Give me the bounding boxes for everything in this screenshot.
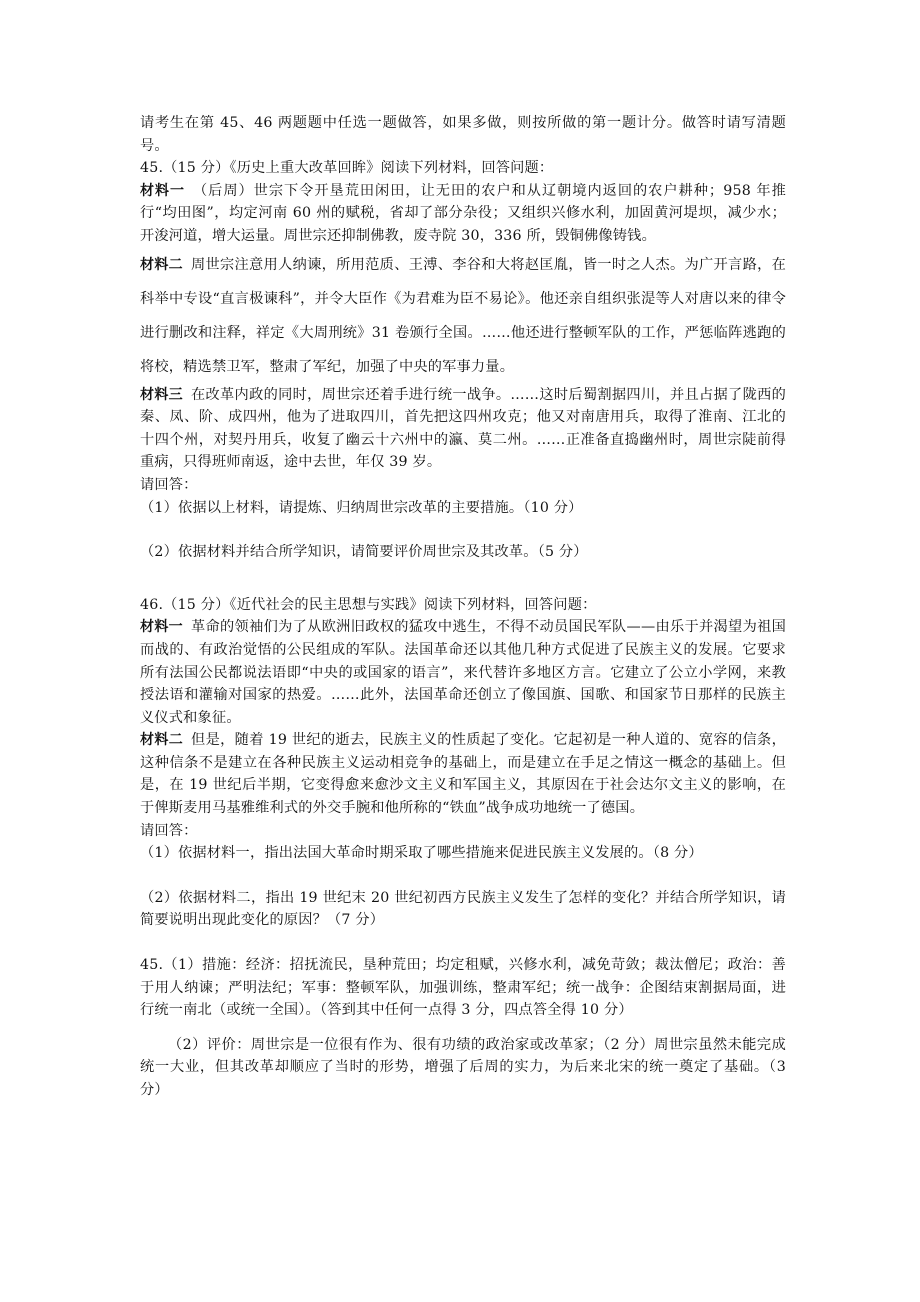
- q45-material-2: [140, 248, 786, 384]
- document-page: [140, 112, 786, 1102]
- material-text: 革命的领袖们为了从欧洲旧政权的猛攻中逃生，不得不动员国民军队——由乐于并渴望为祖国而战的、有政治觉悟的公民组成的军队。法国革命还以其他几种方式促进了民族主义的发展。它要求所有法国公民都说法语即“中央的或国家的语言”，来代替许多地区方言。它建立了公立小学网，来教授法语和灌输对国家的热爱。……此外，法国革命还创立了像国旗、国歌、和国家节日那样的民族主义仪式和象征。: [140, 619, 786, 726]
- q45-ask: 请回答：: [140, 476, 198, 493]
- question-45-header: 45.（15 分）《历史上重大改革回眸》阅读下列材料，回答问题：: [140, 160, 554, 177]
- material-label: 材料一: [140, 182, 185, 199]
- answer-45-part-2: （2）评价：周世宗是一位很有作为、很有功绩的政治家或改革家；（2 分）周世宗虽然未能完成统一大业，但其改革却顺应了当时的形势，增强了后周的实力，为后来北宋的统一奠定了基础。（3 分）: [140, 1036, 786, 1098]
- q46-subquestion-2: （2）依据材料二，指出 19 世纪末 20 世纪初西方民族主义发生了怎样的变化？并结合所学知识，请简要说明出现此变化的原因？（7 分）: [140, 889, 786, 929]
- q46-ask: 请回答：: [140, 822, 198, 839]
- q46-subquestion-1: （1）依据材料一，指出法国大革命时期采取了哪些措施来促进民族主义发展的。（8 分）: [140, 845, 703, 862]
- material-text: 但是，随着 19 世纪的逝去，民族主义的性质起了变化。它起初是一种人道的、宽容的信条，这种信条不是建立在各种民族主义运动相竞争的基础上，而是建立在手足之情这一概念的基础上。但是，在 19 世纪后半期，它变得愈来愈沙文主义和军国主义，其原因在于社会达尔文主义的影响，在于俾斯麦用马基雅维利式的外交手腕和他所称的“铁血”战争成功地统一了德国。: [140, 732, 786, 817]
- q45-subquestion-1: （1）依据以上材料，请提炼、归纳周世宗改革的主要措施。（10 分）: [140, 499, 583, 516]
- answer-45-part-1: 45.（1）措施：经济：招抚流民，垦种荒田；均定租赋，兴修水利，减免苛敛；裁汰僧尼；政治：善于用人纳谏；严明法纪；军事：整顿军队，加强训练，整肃军纪；统一战争：企图结束割据局面，进行统一南北（或统一全国）。（答到其中任何一点得 3 分，四点答全得 10 分）: [140, 957, 786, 1019]
- q45-material-3: [140, 384, 786, 474]
- q46-material-2: [140, 729, 786, 819]
- q45-subquestion-2: （2）依据材料并结合所学知识，请简要评价周世宗及其改革。（5 分）: [140, 544, 588, 561]
- q45-material-1: [140, 180, 786, 248]
- material-label: 材料二: [140, 256, 183, 273]
- material-text: 在改革内政的同时，周世宗还着手进行统一战争。……这时后蜀割据四川，并且占据了陇西的秦、凤、阶、成四州，他为了进取四川，首先把这四州攻克；他又对南唐用兵，取得了淮南、江北的十四个州，对契丹用兵，收复了幽云十六州中的瀛、莫二州。……正准备直捣幽州时，周世宗陡前得重病，只得班师南返，途中去世，年仅 39 岁。: [140, 386, 786, 471]
- material-label: 材料一: [140, 619, 183, 636]
- material-text: 周世宗注意用人纳谏，所用范质、王溥、李谷和大将赵匡胤，皆一时之人杰。为广开言路，在科举中专设“直言极谏科”，并令大臣作《为君难为臣不易论》。他还亲自组织张湜等人对唐以来的律令进行删改和注释，祥定《大周刑统》31 卷颁行全国。……他还进行整顿军队的工作，严惩临阵逃跑的将校，精选禁卫军，整肃了军纪，加强了中央的军事力量。: [140, 256, 786, 375]
- material-label: 材料二: [140, 732, 184, 749]
- question-46-header: 46.（15 分）《近代社会的民主思想与实践》阅读下列材料，回答问题：: [140, 596, 597, 613]
- instructions: 请考生在第 45、46 两题题中任选一题做答，如果多做，则按所做的第一题计分。做答时请写清题号。: [140, 115, 786, 154]
- q46-material-1: [140, 616, 786, 729]
- material-text: （后周）世宗下令开垦荒田闲田，让无田的农户和从辽朝境内返回的农户耕种；958 年推行“均田图”，均定河南 60 州的赋税，省却了部分杂役；又组织兴修水利，加固黄河堤坝，减少水；开浚河道，增大运量。周世宗还抑制佛教，废寺院 30，336 所，毁铜佛像铸钱。: [140, 182, 786, 244]
- material-label: 材料三: [140, 386, 183, 403]
